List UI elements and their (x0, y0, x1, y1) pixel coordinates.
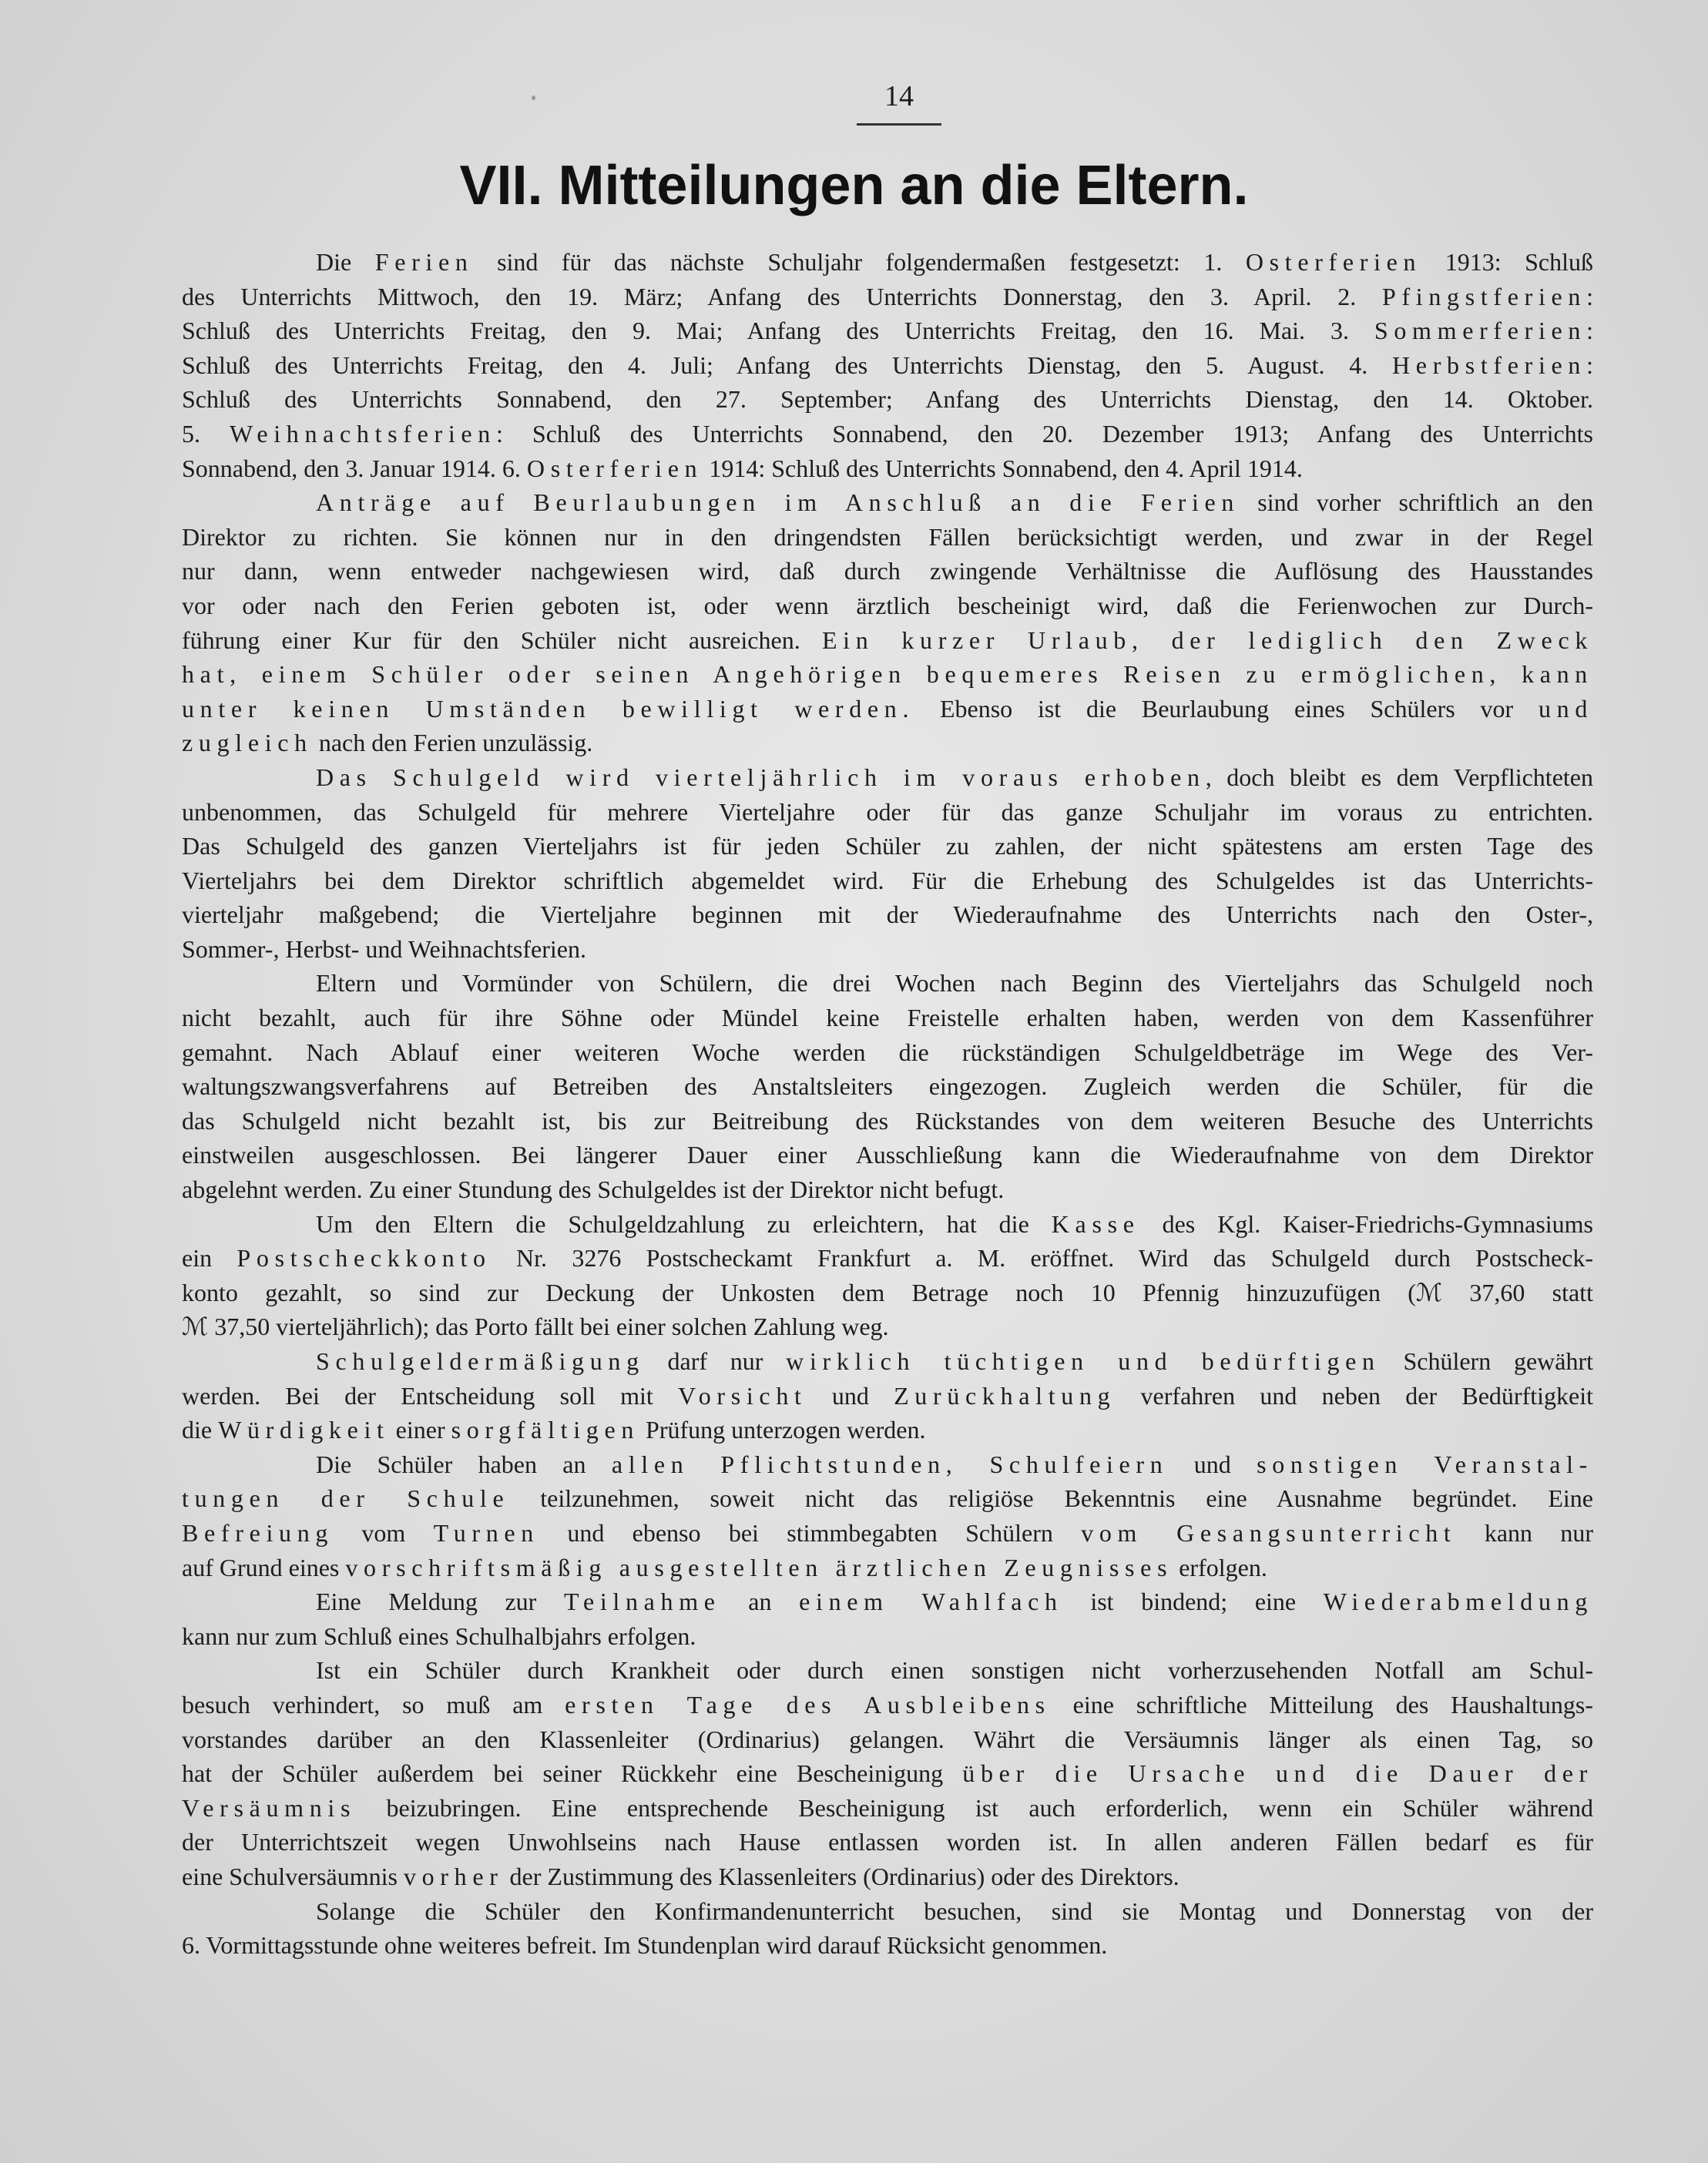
text-line (182, 280, 1593, 314)
text-line (182, 1379, 1593, 1413)
text-line (182, 1791, 1593, 1826)
text-run: erfolgen. (1173, 1553, 1267, 1581)
spaced-emphasis: Herbstferien (1392, 350, 1587, 379)
text-run: beizubringen. Eine entsprechende Bescheinigung ist auch erforderlich, wenn ein Schüler während (356, 1793, 1593, 1822)
text-line (182, 1276, 1593, 1310)
text-run: Sonnabend, den 3. Januar 1914. 6. (182, 454, 527, 482)
text-line (182, 1756, 1593, 1791)
text-line (182, 1310, 1593, 1344)
spaced-emphasis: Kasse (1051, 1209, 1140, 1238)
text-run: Schluß des Unterrichts Sonnabend, den 27. September; Anfang des Unterrichts Dienstag, den 14. Oktober. (182, 385, 1593, 414)
text-run: vierteljahr maßgebend; die Vierteljahre beginnen mit der Wiederaufnahme des Unterrichts nach den Oster-, (182, 900, 1593, 929)
text-run: 5. (182, 419, 230, 448)
text-run: eine Schulversäumnis (182, 1862, 404, 1890)
spaced-emphasis: Vorsicht (678, 1381, 807, 1410)
text-run: sind für das nächste Schuljahr folgendermaßen festgesetzt: 1. (473, 248, 1246, 276)
text-run: nach den Ferien unzulässig. (312, 729, 593, 757)
text-run: : Schluß des Unterrichts Sonnabend, den 20. Dezember 1913; Anfang des Unterrichts (496, 419, 1594, 448)
text-run: sind vorher schriftlich an den (1240, 488, 1593, 517)
text-line (182, 1241, 1593, 1276)
text-run: Schluß des Unterrichts Freitag, den 9. Mai; Anfang des Unterrichts Freitag, den 16. Mai. 3. (182, 317, 1374, 345)
text-run: waltungszwangsverfahrens auf Betreiben des Anstaltsleiters eingezogen. Zugleich werden die Schüler, für die (182, 1072, 1593, 1101)
spaced-emphasis: Wiederabmeldung (1323, 1588, 1594, 1616)
spaced-emphasis: hat, einem Schüler oder seinen Angehörigen bequemeres Reisen zu ermöglichen, kann (182, 660, 1593, 689)
text-run: Sommer-, Herbst- und Weihnachtsferien. (182, 934, 586, 963)
text-run: besuch verhindert, so muß am (182, 1690, 565, 1719)
paragraph (182, 1447, 1593, 1585)
paragraph (182, 245, 1593, 485)
spaced-emphasis: Würdigkeit (218, 1416, 390, 1444)
text-run: konto gezahlt, so sind zur Deckung der Unkosten dem Betrage noch 10 Pfennig hinzuzufügen (ℳ 37,60 statt (182, 1278, 1593, 1306)
text-line (182, 932, 1593, 967)
spaced-emphasis: Pfingstferien (1381, 282, 1587, 310)
text-run: führung einer Kur für den Schüler nicht ausreichen. (182, 625, 822, 654)
section-title: VII. Mitteilungen an die Eltern. (459, 155, 1249, 216)
text-run: und (807, 1381, 894, 1410)
text-run: Das Schulgeld des ganzen Vierteljahrs ist für jeden Schüler zu zahlen, der nicht spätestens am ersten Tage des (182, 832, 1593, 860)
spaced-emphasis: Befreiung (182, 1518, 334, 1547)
body-text (182, 245, 1593, 1963)
text-run: ist bindend; eine (1062, 1588, 1324, 1616)
text-run: und ebenso bei stimmbegabten Schülern (539, 1518, 1082, 1547)
spaced-emphasis: vom Gesangsunterricht (1081, 1518, 1457, 1547)
spaced-emphasis: einem Wahlfach (799, 1588, 1063, 1616)
text-line (182, 1860, 1593, 1894)
text-line (182, 1825, 1593, 1860)
text-run: darf nur (644, 1347, 787, 1375)
text-run: vorstandes darüber an den Klassenleiter (Ordinarius) gelangen. Währt die Versäumnis länger als einen Tag, so (182, 1725, 1593, 1753)
text-line (182, 417, 1593, 451)
text-line (182, 520, 1593, 555)
spaced-emphasis: sonstigen Veranstal- (1257, 1450, 1594, 1478)
text-line (182, 1172, 1593, 1207)
spaced-emphasis: und (1538, 694, 1594, 723)
text-run: vom (334, 1518, 434, 1547)
spaced-emphasis: Postscheckkonto (237, 1244, 492, 1273)
spaced-emphasis: Osterferien (526, 454, 703, 482)
text-line (182, 1413, 1593, 1447)
text-line (182, 1138, 1593, 1172)
text-run: auf Grund eines (182, 1553, 346, 1581)
spaced-emphasis: vorher (403, 1862, 504, 1890)
spaced-emphasis: Ferien (374, 248, 474, 276)
spaced-emphasis: sorgfältigen (451, 1416, 640, 1444)
text-line (182, 554, 1593, 589)
text-run: eine schriftliche Mitteilung des Haushaltungs- (1050, 1690, 1593, 1719)
text-line (182, 1516, 1593, 1551)
text-run: 1913: Schluß (1421, 248, 1594, 276)
text-run: kann nur (1456, 1518, 1594, 1547)
text-line (182, 1722, 1593, 1757)
text-line (182, 1928, 1593, 1963)
text-line (182, 1894, 1593, 1929)
text-line (182, 382, 1593, 417)
text-run: 6. Vormittagsstunde ohne weiteres befreit. Im Stundenplan wird darauf Rücksicht genommen. (182, 1931, 1108, 1960)
spaced-emphasis: tungen der Schule (182, 1484, 510, 1513)
text-run: Direktor zu richten. Sie können nur in den dringendsten Fällen berücksichtigt werden, und zwar in der Regel (182, 522, 1593, 551)
text-run: Die (316, 248, 375, 276)
spaced-emphasis: zugleich (182, 729, 313, 757)
spaced-emphasis: Osterferien (1245, 248, 1422, 276)
text-line (182, 1069, 1593, 1104)
text-run: Schülern gewährt (1380, 1347, 1594, 1375)
text-run: der Zustimmung des Klassenleiters (Ordinarius) oder des Direktors. (503, 1862, 1179, 1890)
text-run: : (1586, 317, 1593, 345)
text-run: unbenommen, das Schulgeld für mehrere Vierteljahre oder für das ganze Schuljahr im voraus zu entrichten. (182, 797, 1593, 826)
text-line (182, 623, 1593, 658)
text-run: das Schulgeld nicht bezahlt ist, bis zur Beitreibung des Rückstandes von dem weiteren Besuche des Unterrichts (182, 1106, 1593, 1135)
text-run: ein (182, 1244, 237, 1273)
text-run: abgelehnt werden. Zu einer Stundung des Schulgeldes ist der Direktor nicht befugt. (182, 1175, 1005, 1204)
text-line (182, 829, 1593, 864)
spaced-emphasis: Versäumnis (182, 1793, 357, 1822)
text-line (182, 864, 1593, 898)
text-run: Prüfung unterzogen werden. (639, 1416, 926, 1444)
text-run: Eltern und Vormünder von Schülern, die drei Wochen nach Beginn des Vierteljahrs das Schulgeld noch (316, 969, 1593, 998)
text-line (182, 1344, 1593, 1379)
text-line (182, 245, 1593, 280)
spaced-emphasis: über die Ursache und die Dauer der (962, 1759, 1593, 1788)
text-line (182, 1481, 1593, 1516)
spaced-emphasis: Anträge auf Beurlaubungen im Anschluß an die Ferien (316, 488, 1240, 517)
text-run: kann nur zum Schluß eines Schulhalbjahrs erfolgen. (182, 1621, 696, 1650)
paragraph (182, 1585, 1593, 1653)
spaced-emphasis: Schulgeldermäßigung (316, 1347, 645, 1375)
text-run: Eine Meldung zur (316, 1588, 564, 1616)
text-run: die (182, 1416, 219, 1444)
text-run: und (1168, 1450, 1257, 1478)
text-run: teilzunehmen, soweit nicht das religiöse Bekenntnis eine Ausnahme begründet. Eine (509, 1484, 1594, 1513)
spaced-emphasis: wirklich tüchtigen und bedürftigen (786, 1347, 1381, 1375)
text-run: Ebenso ist die Beurlaubung eines Schülers vor (914, 694, 1539, 723)
text-line (182, 1104, 1593, 1139)
text-run: Die Schüler haben an (316, 1450, 612, 1478)
paragraph (182, 1894, 1593, 1963)
spaced-emphasis: vorschriftsmäßig ausgestellten ärztlichen Zeugnisses (345, 1553, 1173, 1581)
spaced-emphasis: Das Schulgeld wird vierteljährlich im voraus erhoben (316, 763, 1206, 791)
text-line (182, 1001, 1593, 1035)
text-run: ℳ 37,50 vierteljährlich); das Porto fällt bei einer solchen Zahlung weg. (182, 1313, 889, 1341)
text-run: Vierteljahrs bei dem Direktor schriftlich abgemeldet wird. Für die Erhebung des Schulgeldes ist das Unterrichts- (182, 866, 1593, 894)
text-run: Ist ein Schüler durch Krankheit oder durch einen sonstigen nicht vorherzusehenden Notfall am Schul- (316, 1656, 1593, 1685)
text-run: : (1586, 282, 1593, 310)
paper-speck (532, 96, 535, 100)
text-line (182, 1551, 1593, 1585)
text-run: Um den Eltern die Schulgeldzahlung zu erleichtern, hat die (316, 1209, 1052, 1238)
text-line (182, 657, 1593, 692)
text-line (182, 1447, 1593, 1482)
text-run: des Kgl. Kaiser-Friedrichs-Gymnasiums (1139, 1209, 1594, 1238)
text-run: der Unterrichtszeit wegen Unwohlseins nach Hause entlassen worden ist. In allen anderen Fällen bedarf es für (182, 1828, 1593, 1856)
text-line (182, 314, 1593, 348)
text-line (182, 795, 1593, 830)
spaced-emphasis: Ein kurzer Urlaub, der lediglich den Zweck (821, 625, 1594, 654)
page-number: 14 (884, 80, 914, 112)
text-run: Solange die Schüler den Konfirmandenunterricht besuchen, sind sie Montag und Donnerstag von der (316, 1896, 1593, 1925)
text-line (182, 451, 1593, 486)
text-run: 1914: Schluß des Unterrichts Sonnabend, den 4. April 1914. (703, 454, 1303, 482)
text-line (182, 589, 1593, 623)
text-line (182, 1688, 1593, 1722)
text-run: Nr. 3276 Postscheckamt Frankfurt a. M. eröffnet. Wird das Schulgeld durch Postscheck- (491, 1244, 1594, 1273)
text-run: einer (389, 1416, 451, 1444)
spaced-emphasis: Teilnahme (563, 1588, 721, 1616)
text-line (182, 485, 1593, 520)
spaced-emphasis: Sommerferien (1374, 317, 1587, 345)
page-number-rule (857, 123, 941, 126)
text-line (182, 760, 1593, 795)
text-line (182, 726, 1593, 760)
text-run: des Unterrichts Mittwoch, den 19. März; Anfang des Unterrichts Donnerstag, den 3. April. 2. (182, 282, 1382, 310)
text-run: gemahnt. Nach Ablauf einer weiteren Woche werden die rückständigen Schulgeldbeträge im Wege des Ver- (182, 1038, 1593, 1066)
text-line (182, 1207, 1593, 1242)
text-line (182, 897, 1593, 932)
paragraph (182, 1344, 1593, 1447)
spaced-emphasis: ersten Tage des Ausbleibens (565, 1690, 1051, 1719)
text-run: hat der Schüler außerdem bei seiner Rückkehr eine Bescheinigung (182, 1759, 963, 1788)
text-run: : (1586, 350, 1593, 379)
text-line (182, 1619, 1593, 1654)
paragraph (182, 1653, 1593, 1893)
text-run: vor oder nach den Ferien geboten ist, oder wenn ärztlich bescheinigt wird, daß die Ferienwochen zur Durch- (182, 591, 1593, 619)
text-run: einstweilen ausgeschlossen. Bei längerer Dauer einer Ausschließung kann die Wiederaufnahme von dem Direktor (182, 1141, 1593, 1169)
spaced-emphasis: unter keinen Umständen bewilligt werden. (182, 694, 915, 723)
paragraph (182, 1207, 1593, 1344)
text-line (182, 348, 1593, 383)
paragraph (182, 966, 1593, 1206)
text-line (182, 692, 1593, 726)
text-line (182, 1035, 1593, 1070)
paragraph (182, 485, 1593, 760)
text-run: an (720, 1588, 800, 1616)
spaced-emphasis: Weihnachtsferien (230, 419, 496, 448)
text-run: verfahren und neben der Bedürftigkeit (1116, 1381, 1594, 1410)
spaced-emphasis: allen Pflichtstunden, Schulfeiern (611, 1450, 1169, 1478)
text-line (182, 966, 1593, 1001)
paragraph (182, 760, 1593, 967)
spaced-emphasis: Zurückhaltung (894, 1381, 1116, 1410)
text-run: nicht bezahlt, auch für ihre Söhne oder Mündel keine Freistelle erhalten haben, werden von dem Kassenführer (182, 1004, 1593, 1032)
text-run: nur dann, wenn entweder nachgewiesen wird, daß durch zwingende Verhältnisse die Auflösung des Hausstandes (182, 557, 1593, 585)
text-line (182, 1585, 1593, 1619)
text-run: , doch bleibt es dem Verpflichteten (1205, 763, 1593, 791)
text-line (182, 1653, 1593, 1688)
spaced-emphasis: Turnen (433, 1518, 539, 1547)
text-run: Schluß des Unterrichts Freitag, den 4. Juli; Anfang des Unterrichts Dienstag, den 5. August. 4. (182, 350, 1393, 379)
text-run: werden. Bei der Entscheidung soll mit (182, 1381, 679, 1410)
